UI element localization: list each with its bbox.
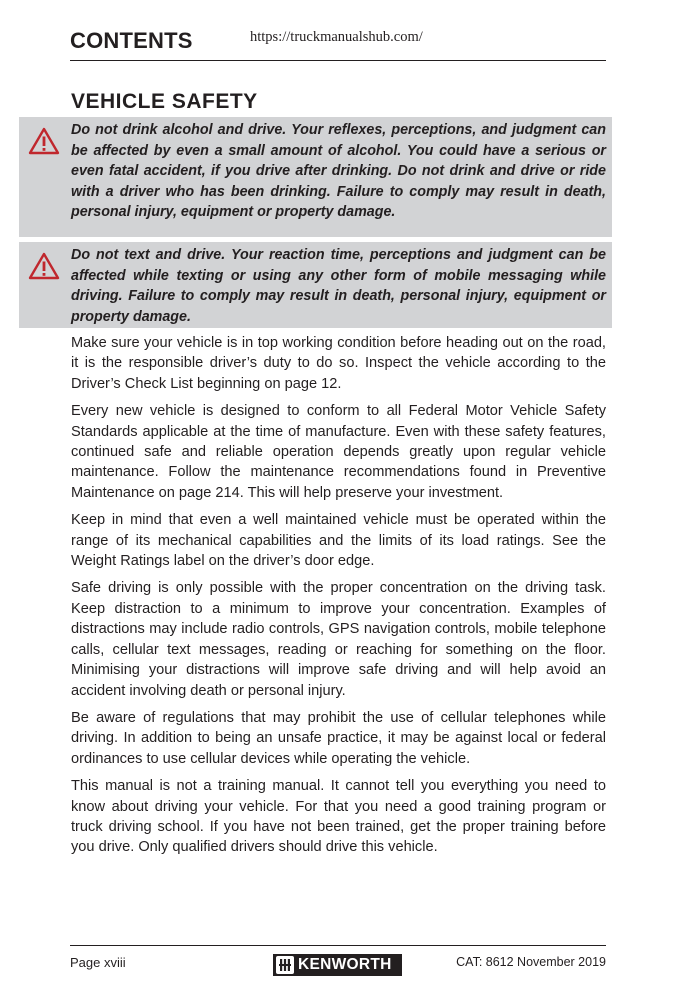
- kenworth-emblem-icon: [276, 956, 294, 974]
- texting-warning-text: Do not text and drive. Your reaction time, perceptions and judgment can be affected while texting or using any other form of mobile messaging while driving. Failure to comply may result in death, personal injury, equipment or property damage.: [71, 247, 606, 325]
- paragraph-standards: Every new vehicle is designed to conform to all Federal Motor Vehicle Safety Standards applicable at the time of manufacture. Even with these safety features, continued safe and reliable operation depends greatly upon regular vehicle maintenance. Follow the maintenance recommendations found in Preventive Maintenance on page 214. This will help preserve your investment.: [71, 403, 606, 501]
- section-title: VEHICLE SAFETY: [71, 90, 258, 113]
- page-footer: [70, 945, 606, 980]
- paragraph-inspection: Make sure your vehicle is in top working condition before heading out on the road, it is the responsible driver’s duty to do so. Inspect the vehicle according to the Driver’s Check List beginning on page 12.: [71, 335, 606, 392]
- paragraph-training: This manual is not a training manual. It cannot tell you everything you need to know about driving your vehicle. For that you need a good training program or truck driving school. If you have not been trained, get the proper training before you drive. Only qualified drivers should drive this vehicle.: [71, 778, 606, 856]
- alcohol-warning-box: [19, 117, 612, 237]
- page-number: Page xviii: [70, 955, 126, 970]
- logo-text: KENWORTH: [298, 956, 392, 973]
- kenworth-logo: [273, 954, 402, 976]
- texting-warning-box: [19, 242, 612, 328]
- catalog-info: CAT: 8612 November 2019: [456, 955, 606, 969]
- site-url[interactable]: https://truckmanualshub.com/: [250, 29, 423, 45]
- page-header: [70, 26, 606, 61]
- body-text: [71, 333, 606, 865]
- alcohol-warning-text: Do not drink alcohol and drive. Your reflexes, perceptions, and judgment can be affected by even a small amount of alcohol. You could have a serious or even fatal accident, if you drive after drinking. Do not drink and drive or ride with a driver who has been drinking. Failure to comply may result in death, personal injury, equipment or property damage.: [71, 122, 606, 220]
- paragraph-distractions: Safe driving is only possible with the proper concentration on the driving task. Keep distraction to a minimum to improve your concentration. Examples of distractions may include radio controls, GPS navigation controls, mobile telephone calls, cellular text messages, reading or reaching for something on the floor. Minimising your distractions will improve safe driving and will help avoid an accident involving death or personal injury.: [71, 580, 606, 699]
- paragraph-load-ratings: Keep in mind that even a well maintained vehicle must be operated within the range of its mechanical capabilities and the limits of its load ratings. See the Weight Ratings label on the driver’s door edge.: [71, 512, 606, 570]
- contents-link[interactable]: CONTENTS: [70, 28, 193, 53]
- paragraph-cellular: Be aware of regulations that may prohibit the use of cellular telephones while driving. In addition to being an unsafe practice, it may be against local or federal ordinances to use cellular devices while operating the vehicle.: [71, 709, 606, 767]
- warning-triangle-icon: [28, 127, 60, 155]
- warning-triangle-icon: [28, 252, 60, 280]
